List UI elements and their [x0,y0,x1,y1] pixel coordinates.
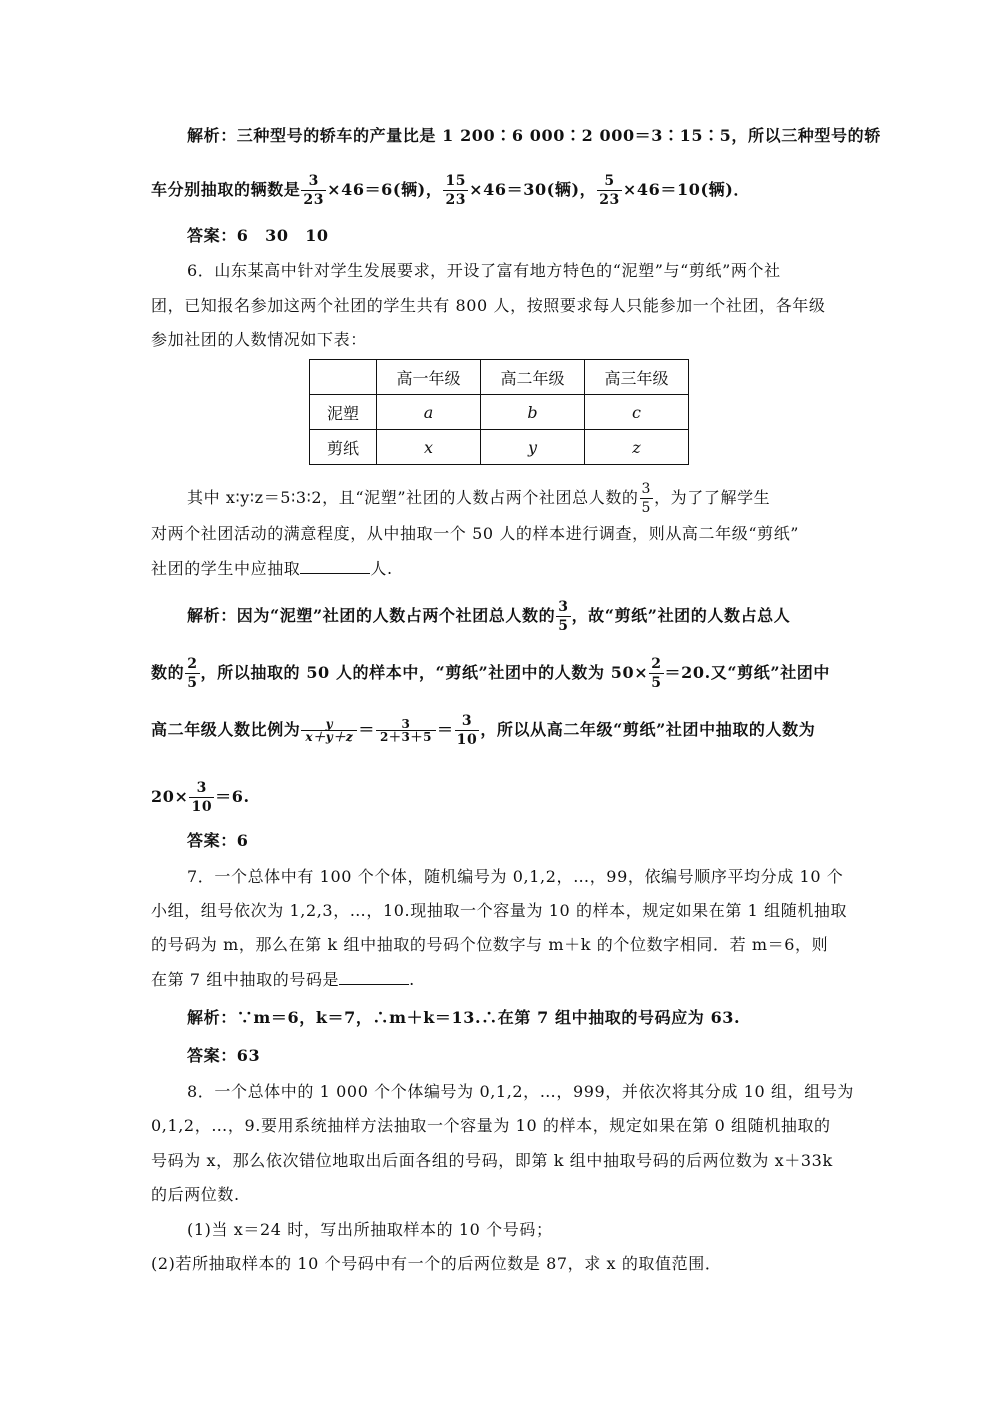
fraction: $\frac{3}{10}$ [191,780,213,815]
table-cell: 高二年级 [481,360,585,395]
q5-analysis-line-2: 车分别抽取的辆数是 $\frac{3}{23}$ ×46＝6(辆)， $\frac{15}{23}$ ×46＝30(辆)， $\frac{5}{23}$ ×46＝10(辆)． [151,173,750,208]
table-row [310,430,689,465]
q7-line-2: 小组，组号依次为 1,2,3，…，10.现抽取一个容量为 10 的样本，规定如果在第 1 组随机抽取 [151,901,848,920]
q8-line-2: 0,1,2，…，9.要用系统抽样方法抽取一个容量为 10 的样本，规定如果在第 0 组随机抽取的 [151,1116,831,1135]
q6-line-5: 对两个社团活动的满意程度，从中抽取一个 50 人的样本进行调查，则从高二年级“剪纸” [151,524,800,543]
table-cell: y [481,430,585,465]
table-cell: x [377,430,481,465]
q6-answer: 答案：6 [187,831,249,850]
q6-analysis-line-3: 高二年级人数比例为 $\frac{y}{x+y+z}$ ＝ $\frac{3}{2+3+5}$ ＝ $\frac{3}{10}$ ，所以从高二年级“剪纸”社团中抽取的人数为 [151,713,816,748]
fraction: $\frac{5}{23}$ [599,173,620,208]
q6-line-4: 其中 x∶y∶z＝5∶3∶2，且“泥塑”社团的人数占两个社团总人数的 $\frac{3}{5}$ ，为了了解学生 [187,481,771,516]
answer-blank [300,559,370,574]
q5-analysis-text: 车分别抽取的辆数是 [151,180,301,199]
table-row [310,395,689,430]
q6-analysis-line-2: 数的 $\frac{2}{5}$ ，所以抽取的 50 人的样本中，“剪纸”社团中的人数为 50× $\frac{2}{5}$ ＝20.又“剪纸”社团中 [151,656,830,691]
table-cell: 高一年级 [377,360,481,395]
table-cell: 泥塑 [310,395,377,430]
table-cell: z [585,430,689,465]
q5-analysis-line-1: 解析：三种型号的轿车的产量比是 1 200∶6 000∶2 000＝3∶15∶5，所以三种型号的轿 [187,126,881,145]
q6-analysis-line-4: 20× $\frac{3}{10}$ ＝6. [151,780,250,815]
q7-analysis: 解析：∵m＝6，k＝7，∴m＋k＝13.∴在第 7 组中抽取的号码应为 63. [187,1008,741,1027]
fraction: $\frac{3}{5}$ [558,599,569,634]
q7-line-1: 7．一个总体中有 100 个个体，随机编号为 0,1,2，…，99，依编号顺序平均分成 10 个 [187,867,844,886]
q7-answer: 答案：63 [187,1046,261,1065]
fraction: $\frac{y}{x+y+z}$ [301,718,357,743]
q8-line-3: 号码为 x，那么依次错位地取出后面各组的号码，即第 k 组中抽取号码的后两位数为 x＋33k [151,1151,833,1170]
table-cell: b [481,395,585,430]
fraction: $\frac{3}{5}$ [641,481,652,516]
q6-line-6: 社团的学生中应抽取 人. [151,559,393,578]
q8-line-4: 的后两位数. [151,1185,240,1204]
table-cell: 高三年级 [585,360,689,395]
table-cell: a [377,395,481,430]
fraction: $\frac{15}{23}$ [445,173,467,208]
club-table [309,359,689,465]
q6-line-3: 参加社团的人数情况如下表： [151,330,367,349]
fraction: $\frac{3}{10}$ [456,713,478,748]
q7-line-4: 在第 7 组中抽取的号码是 . [151,970,415,989]
fraction: $\frac{3}{2+3+5}$ [376,718,436,743]
q8-subquestion-2: (2)若所抽取样本的 10 个号码中有一个的后两位数是 87，求 x 的取值范围． [151,1254,722,1273]
table-cell: c [585,395,689,430]
fraction: $\frac{2}{5}$ [187,656,198,691]
table-header-row [310,360,689,395]
q8-line-1: 8．一个总体中的 1 000 个个体编号为 0,1,2，…，999，并依次将其分成 10 组，组号为 [187,1082,855,1101]
q6-line-1: 6．山东某高中针对学生发展要求，开设了富有地方特色的“泥塑”与“剪纸”两个社 [187,261,781,280]
q6-line-2: 团，已知报名参加这两个社团的学生共有 800 人，按照要求每人只能参加一个社团，各年级 [151,296,826,315]
fraction: $\frac{2}{5}$ [651,656,662,691]
q8-subquestion-1: (1)当 x＝24 时，写出所抽取样本的 10 个号码； [187,1220,553,1239]
table-cell: 剪纸 [310,430,377,465]
table-cell [310,360,377,395]
fraction: $\frac{3}{23}$ [303,173,325,208]
answer-blank [339,970,409,985]
q5-answer: 答案：6 30 10 [187,226,329,245]
q7-line-3: 的号码为 m，那么在第 k 组中抽取的号码个位数字与 m＋k 的个位数字相同．若 m＝6，则 [151,935,829,954]
q6-analysis-line-1: 解析：因为“泥塑”社团的人数占两个社团总人数的 $\frac{3}{5}$ ，故“剪纸”社团的人数占总人 [187,599,791,634]
